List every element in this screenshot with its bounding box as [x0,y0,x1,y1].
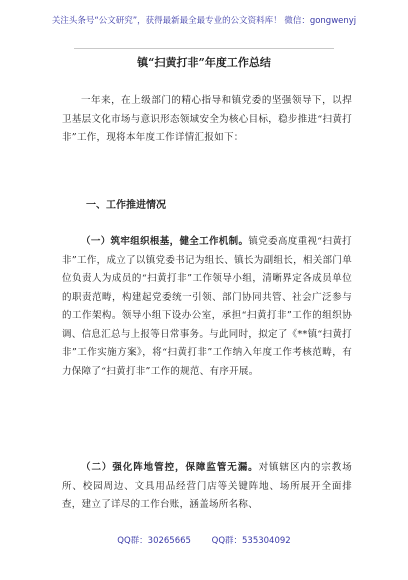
document-title: 镇“扫黄打非”年度工作总结 [137,56,271,69]
paragraph-body: 对镇辖区内的宗教场所、校园周边、文具用品经营门店等关键阵地、场所展开全面排查，建立了详尽的工作台账，涵盖场所名称、 [62,462,352,510]
intro-paragraph: 一年来，在上级部门的精心指导和镇党委的坚强领导下，以捍卫基层文化市场与意识形态领域安全为核心目标，稳步推进“扫黄打非”工作，现将本年度工作详情汇报如下： [62,95,352,143]
section-heading: 一、工作推进情况 [86,200,166,211]
paragraph-lead: （二）强化阵地管控，保障监管无漏。 [81,462,259,473]
paragraph-lead: （一）筑牢组织根基，健全工作机制。 [81,236,249,247]
footer-qq-group-1: QQ群：30265665 [117,536,191,546]
footer [0,534,408,546]
header-divider [74,48,334,49]
paragraph-supervision [62,459,352,515]
paragraph-organization [62,233,352,381]
footer-qq-group-2: QQ群：535304092 [211,536,291,546]
paragraph-body: 镇党委高度重视“扫黄打非”工作，成立了以镇党委书记为组长、镇长为副组长，相关部门单位负责人为成员的“扫黄打非”工作领导小组，清晰界定各成员单位的职责范畴，构建起党委统一引领、部门协同共管、社会广泛参与的工作架构。领导小组下设办公室，承担“扫黄打非”工作的组织协调、信息汇总与上报等日常事务。与此同时，拟定了《**镇“扫黄打非”工作实施方案》，将“扫黄打非”工作纳入年度工作考核范畴，有力保障了“扫黄打非”工作的规范、有序开展。 [62,236,352,377]
header-banner: 关注头条号“公文研究”，获得最新最全最专业的公文资料库！ 微信：gongwenyj [51,16,357,26]
